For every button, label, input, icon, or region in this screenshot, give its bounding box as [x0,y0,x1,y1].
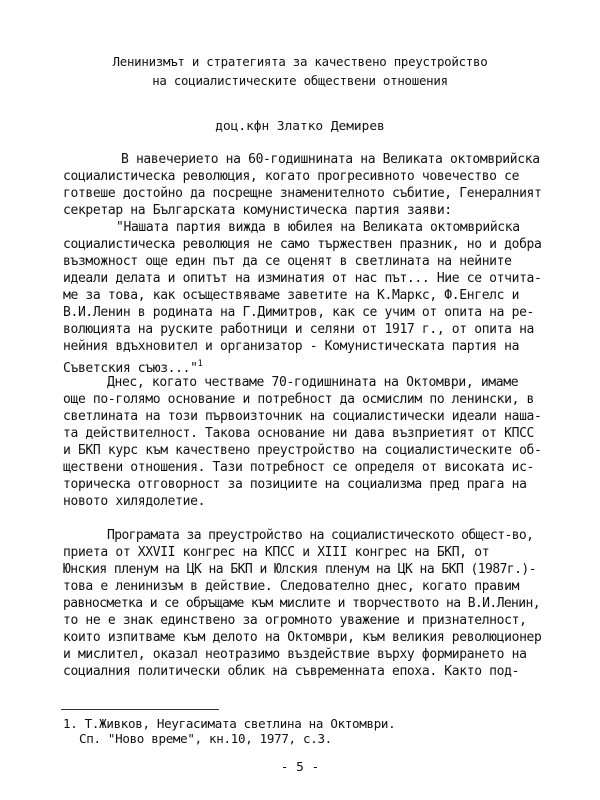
title-line: Ленинизмът и стратегията за качествено преустройство [112,54,488,69]
body-line: още по-голямо основание и потребност да осмислим по ленински, в [63,392,535,407]
body-line: възможност още един път да се оценят в светлината на нейните [63,254,512,269]
body-line [63,356,202,377]
body-line: социалния политически облик на съвременната епоха. Както под- [63,664,520,679]
footnote-line: Сп. "Ново време", кн.10, 1977, с.3. [79,731,332,746]
body-line: Юнския пленум на ЦК на БКП и Юлския пленум на ЦК на БКП (1987г.)- [63,562,536,577]
body-line: социалистическа революция не само тържествен празник, но и добра [63,237,542,252]
body-line: "Нашата партия вижда в юбилея на Великата октомврийска [116,220,520,235]
footnote-divider [61,709,219,710]
body-line: ществени отношения. Тази потребност се определя от високата ис- [63,460,535,475]
footnote-reference: 1 [197,359,203,369]
body-line: волюцията на руските работници и селяни от 1917 г., от опита на [63,322,535,337]
body-line: новото хилядолетие. [63,494,206,509]
body-line: равносметка и се обръщаме към мислите и творчеството на В.И.Ленин, [63,596,540,611]
body-line: В навечерието на 60-годишнината на Великата октомврийска [121,152,540,167]
quote-end-text: Съветския съюз..." [63,361,198,376]
footnote-line: 1. Т.Живков, Неугасимата светлина на Октомври. [63,716,396,731]
body-line: и мислител, оказал неотразимо въздействие върху формирането на [63,647,527,662]
body-line: които изпитваме към делото на Октомври, към великия революционер [63,630,542,645]
document-title [0,52,600,90]
page-number: - 5 - [280,760,320,775]
body-line: ме за това, как осъществяваме заветите на К.Маркс, Ф.Енгелс и [63,288,520,303]
body-line: торическа отговорност за позициите на социализма пред прага на [63,477,527,492]
body-line: социалистическа революция, когато прогресивното човечество се [63,169,520,184]
body-line: та действителност. Такова основание ни дава възприетият от КПСС [63,426,535,441]
body-line: Програмата за преустройство на социалистическото общест-во, [107,528,534,543]
body-line: то не е знак единствено за огромното уважение и признателност, [63,613,527,628]
title-line: на социалистическите обществени отношения [152,73,448,88]
body-line: готвеше достойно да посрещне знаменителното събитие, Генералният [63,186,542,201]
body-line: светлината на този първоизточник на социалистически идеали наша- [63,409,542,424]
body-line: идеали делата и опитът на изминатия от нас път... Ние се отчита- [63,271,542,286]
body-line: секретар на Българската комунистическа партия заяви: [63,203,452,218]
body-line: Днес, когато честваме 70-годишнината на Октомври, имаме [107,375,519,390]
body-line: приета от XXVII конгрес на КПСС и XIII конгрес на БКП, от [63,545,490,560]
author-line: доц.кфн Златко Демирев [215,119,385,134]
body-line: и БКП курс към качествено преустройство на социалистическите об- [63,443,542,458]
body-line: това е ленинизъм в действие. Следователно днес, когато правим [63,579,520,594]
body-line: нейния вдъхновител и организатор - Комунистическата партия на [63,339,520,354]
body-line: В.И.Ленин в родината на Г.Димитров, как се учим от опита на ре- [63,305,535,320]
